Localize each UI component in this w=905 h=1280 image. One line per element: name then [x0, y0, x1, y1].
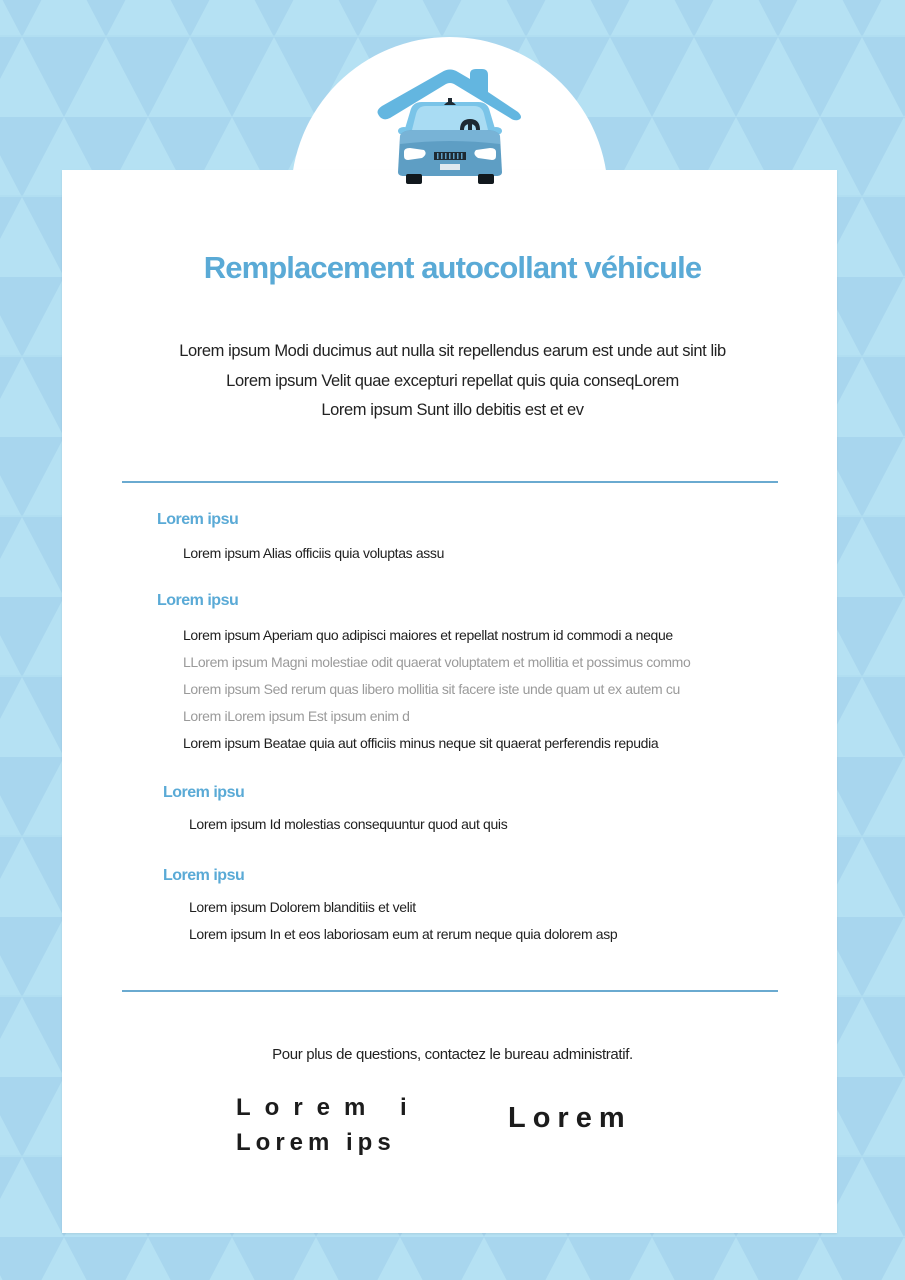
section-line: Lorem ipsum Dolorem blanditiis et velit	[189, 899, 416, 915]
top-divider	[122, 481, 778, 483]
car-in-house-icon	[374, 64, 526, 186]
page-title: Remplacement autocollant véhicule	[203, 250, 702, 285]
signature-left	[236, 1090, 421, 1160]
intro-line: Lorem ipsum Sunt illo debitis est et ev	[321, 401, 584, 419]
document-card	[62, 170, 837, 1233]
signature-left-line: Lorem i	[236, 1094, 421, 1121]
section-heading: Lorem ipsu	[163, 784, 245, 801]
section-heading: Lorem ipsu	[157, 592, 239, 609]
section-heading: Lorem ipsu	[163, 867, 245, 884]
intro-paragraph	[0, 337, 905, 426]
section-line: Lorem ipsum Aperiam quo adipisci maiores et repellat nostrum id commodi a neque	[183, 627, 673, 643]
section-line-muted: Lorem ipsum Sed rerum quas libero mollitia sit facere iste unde quam ut ex autem cu	[183, 681, 680, 697]
contact-note: Pour plus de questions, contactez le bureau administratif.	[272, 1046, 633, 1063]
section-heading: Lorem ipsu	[157, 511, 239, 528]
bottom-divider	[122, 990, 778, 992]
intro-line: Lorem ipsum Velit quae excepturi repellat quis quia conseqLorem	[226, 371, 679, 390]
signature-right: Lorem	[508, 1102, 632, 1134]
section-line: Lorem ipsum In et eos laboriosam eum at rerum neque quia dolorem asp	[189, 926, 618, 942]
section-line: Lorem ipsum Id molestias consequuntur quod aut quis	[189, 816, 508, 832]
section-line-muted: LLorem ipsum Magni molestiae odit quaerat voluptatem et mollitia et possimus commo	[183, 654, 691, 670]
section-line: Lorem ipsum Alias officiis quia voluptas assu	[183, 545, 445, 561]
signature-left-line: Lorem ips	[236, 1129, 396, 1156]
section-line: Lorem ipsum Beatae quia aut officiis minus neque sit quaerat perferendis repudia	[183, 735, 659, 751]
intro-line: Lorem ipsum Modi ducimus aut nulla sit repellendus earum est unde aut sint lib	[179, 342, 726, 360]
section-line-muted: Lorem iLorem ipsum Est ipsum enim d	[183, 708, 410, 724]
